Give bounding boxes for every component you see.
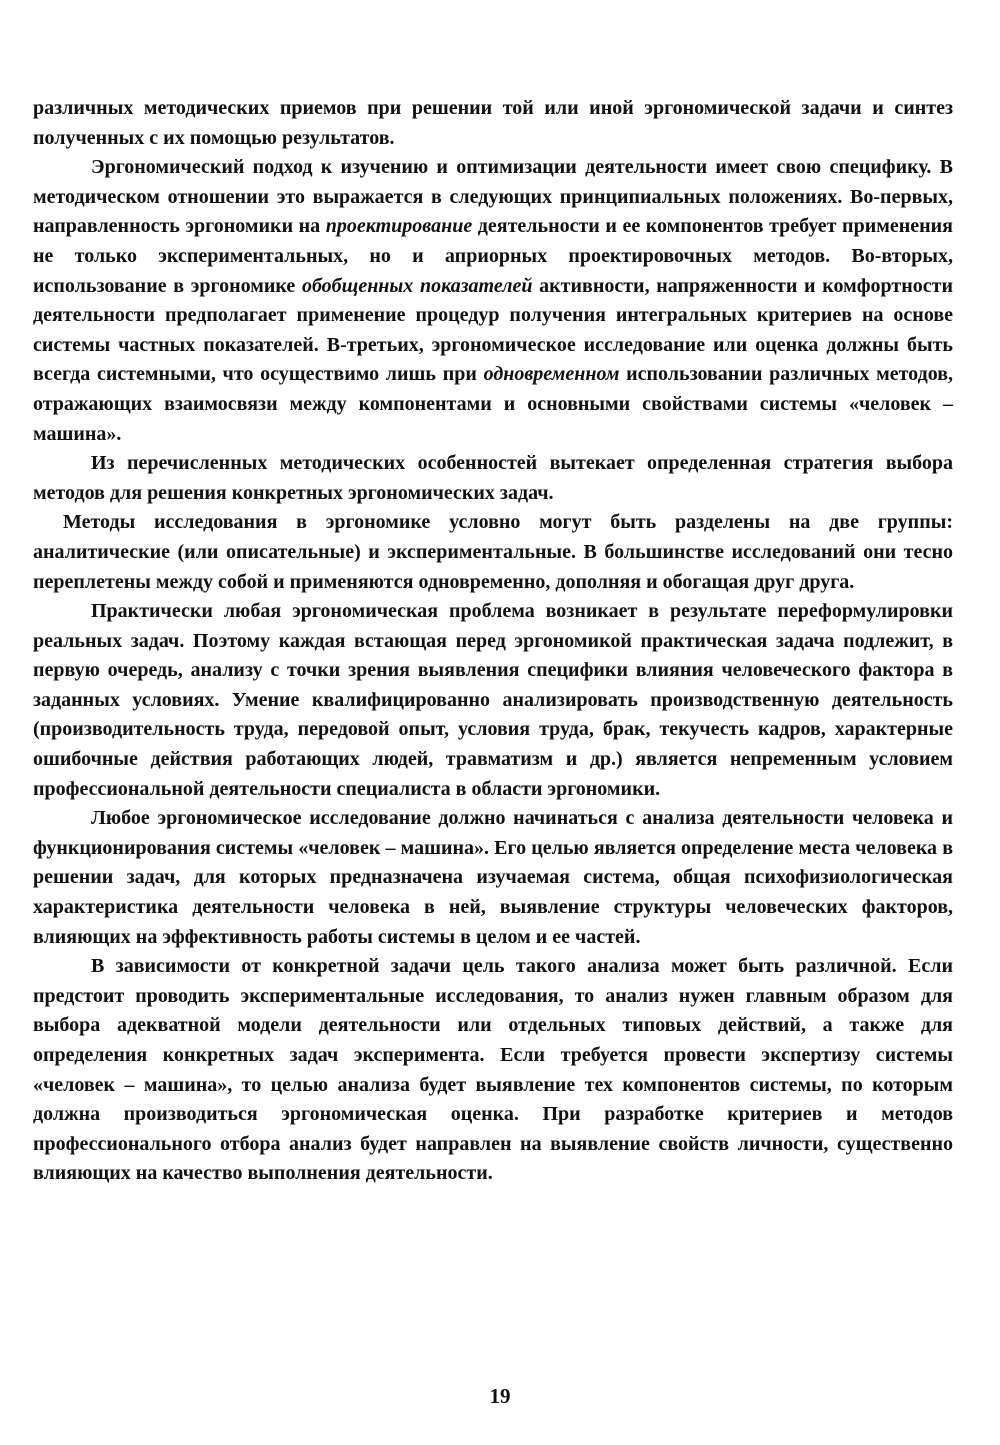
page-number: 19: [489, 1384, 511, 1408]
paragraph-6: Любое эргономическое исследование должно начинаться с анализа деятельности человека и функционирования системы «человек – машина». Его целью является определение места человека в решении задач, для которых предназначена изучаемая система, общая психофизиологическая характеристика деятельности человека в ней, выявление структуры человеческих факторов, влияющих на эффективность работы системы в целом и ее частей.: [33, 807, 953, 948]
paragraph-5: Практически любая эргономическая проблема возникает в результате переформулировки реальных задач. Поэтому каждая встающая перед эргономикой практическая задача подлежит, в первую очередь, анализу с точки зрения выявления специфики влияния человеческого фактора в заданных условиях. Умение квалифицированно анализировать производственную деятельность (производительность труда, передовой опыт, условия труда, брак, текучесть кадров, характерные ошибочные действия работающих людей, травматизм и др.) является непременным условием профессиональной деятельности специалиста в области эргономики.: [33, 600, 953, 800]
paragraph-2: [33, 153, 953, 449]
paragraph-2-text-b: деятельности и ее компонентов требует применения не только экспериментальных, но и априорных проектировочных методов. Во-вторых, использование в эргономике: [33, 215, 953, 297]
paragraph-3: Из перечисленных методических особенностей вытекает определенная стратегия выбора методов для решения конкретных эргономических задач.: [33, 452, 953, 504]
paragraph-2-text-a: Эргономический подход к изучению и оптимизации деятельности имеет свою специфику. В методическом отношении это выражается в следующих принципиальных положениях. Во-первых, направленность эргономики на: [33, 156, 953, 238]
paragraph-7: В зависимости от конкретной задачи цель такого анализа может быть различной. Если предстоит проводить экспериментальные исследования, то анализ нужен главным образом для выбора адекватной модели деятельности или отдельных типовых действий, а также для определения конкретных задач эксперимента. Если требуется провести экспертизу системы «человек – машина», то целью анализа будет выявление тех компонентов системы, по которым должна производиться эргономическая оценка. При разработке критериев и методов профессионального отбора анализ будет направлен на выявление свойств личности, существенно влияющих на качество выполнения деятельности.: [33, 955, 953, 1185]
body-text: [33, 94, 953, 1189]
paragraph-2-text-d: использовании различных методов, отражающих взаимосвязи между компонентами и основными свойствами системы «человек – машина».: [33, 363, 953, 445]
emphasis-simultaneous: одновременном: [483, 363, 620, 386]
emphasis-generalized-indicators: обобщенных показателей: [301, 274, 533, 297]
emphasis-design: проектирование: [325, 215, 473, 238]
paragraph-1: различных методических приемов при решении той или иной эргономической задачи и синтез полученных с их помощью результатов.: [33, 97, 953, 149]
paragraph-4: Методы исследования в эргономике условно могут быть разделены на две группы: аналитические (или описательные) и экспериментальные. В большинстве исследований они тесно переплетены между собой и применяются одновременно, дополняя и обогащая друг друга.: [33, 511, 953, 593]
paragraph-2-text-c: активности, напряженности и комфортности деятельности предполагает применение процедур получения интегральных критериев на основе системы частных показателей. В-третьих, эргономическое исследование или оценка должны быть всегда системными, что осуществимо лишь при: [33, 274, 953, 386]
